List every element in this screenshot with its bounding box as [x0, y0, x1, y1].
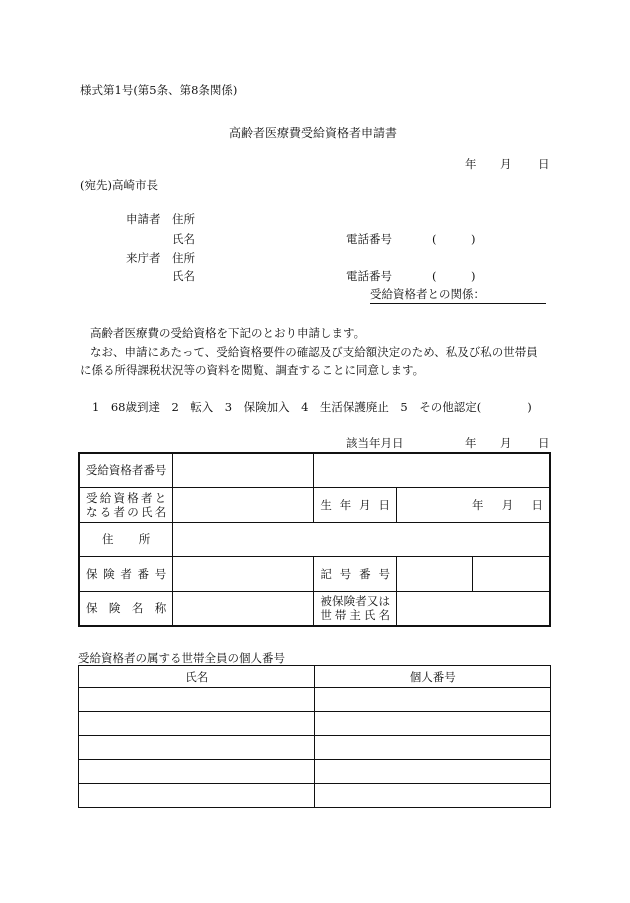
symbol-cell[interactable] — [396, 556, 472, 591]
applicable-date-day: 日 — [538, 436, 550, 450]
visitor-name-label: 氏名 — [172, 269, 195, 283]
household-number-cell[interactable] — [315, 784, 551, 808]
household-name-cell[interactable] — [79, 712, 315, 736]
form-number: 様式第1号(第5条、第8条関係) — [80, 83, 238, 97]
qualified-name-label: 受給資格者と なる者の氏名 — [79, 487, 173, 522]
qualified-number-label: 受給資格者番号 — [79, 453, 173, 487]
household-number-cell[interactable] — [315, 760, 551, 784]
date-month-label: 月 — [500, 157, 512, 171]
insurer-number-label: 保険者番号 — [79, 556, 173, 591]
applicant-role-label: 申請者 — [126, 212, 161, 226]
relation-field[interactable] — [370, 286, 546, 304]
relation-label: 受給資格者との関係： — [370, 287, 485, 301]
insurance-name-label: 保険名称 — [79, 591, 173, 626]
applicant-phone-label: 電話番号 — [346, 232, 392, 246]
page-title: 高齢者医療費受給資格者申請書 — [229, 126, 398, 140]
insurer-number-cell[interactable] — [173, 556, 314, 591]
household-col-number: 個人番号 — [315, 666, 551, 688]
visitor-address-label: 住所 — [172, 251, 195, 265]
household-name-cell[interactable] — [79, 760, 315, 784]
applicable-date-year: 年 — [465, 436, 477, 450]
household-name-cell[interactable] — [79, 784, 315, 808]
reason-options[interactable]: 1 68歳到達 2 転入 3 保険加入 4 生活保護廃止 5 その他認定( ) — [92, 400, 532, 414]
qualified-name-cell[interactable] — [173, 487, 314, 522]
qualified-number-cell[interactable] — [173, 453, 314, 487]
applicable-date-month: 月 — [500, 436, 512, 450]
household-number-cell[interactable] — [315, 688, 551, 712]
household-name-cell[interactable] — [79, 688, 315, 712]
birth-date-cell[interactable]: 年 月 日 — [396, 487, 550, 522]
main-info-table — [78, 452, 551, 627]
addressee: (宛先)高崎市長 — [80, 178, 158, 192]
insurance-name-cell[interactable] — [173, 591, 314, 626]
number-cell[interactable] — [472, 556, 550, 591]
qualified-number-extra-cell[interactable] — [314, 453, 550, 487]
address-label: 住所 — [79, 522, 173, 556]
visitor-phone-paren: ( ) — [432, 269, 476, 283]
applicant-address-label: 住所 — [172, 212, 195, 226]
applicable-date-label: 該当年月日 — [346, 436, 404, 450]
date-day-label: 日 — [538, 157, 550, 171]
body-text-line-3: に係る所得課税状況等の資料を閲覧、調査することに同意します。 — [80, 363, 425, 377]
visitor-phone-label: 電話番号 — [346, 269, 392, 283]
body-text-line-1: 高齢者医療費の受給資格を下記のとおり申請します。 — [90, 326, 366, 340]
applicant-name-label: 氏名 — [172, 232, 195, 246]
household-caption: 受給資格者の属する世帯全員の個人番号 — [78, 651, 285, 665]
birth-date-label: 生年月日 — [314, 487, 397, 522]
address-cell[interactable] — [173, 522, 550, 556]
household-table — [78, 665, 551, 808]
insured-head-label: 被保険者又は 世帯主氏名 — [314, 591, 397, 626]
visitor-role-label: 来庁者 — [126, 251, 161, 265]
body-text-line-2: なお、申請にあたって、受給資格要件の確認及び支給額決定のため、私及び私の世帯員 — [90, 345, 538, 359]
household-col-name: 氏名 — [79, 666, 315, 688]
household-number-cell[interactable] — [315, 712, 551, 736]
symbol-number-label: 記号番号 — [314, 556, 397, 591]
applicant-phone-paren: ( ) — [432, 232, 476, 246]
insured-head-cell[interactable] — [396, 591, 550, 626]
date-year-label: 年 — [465, 157, 477, 171]
household-name-cell[interactable] — [79, 736, 315, 760]
household-number-cell[interactable] — [315, 736, 551, 760]
